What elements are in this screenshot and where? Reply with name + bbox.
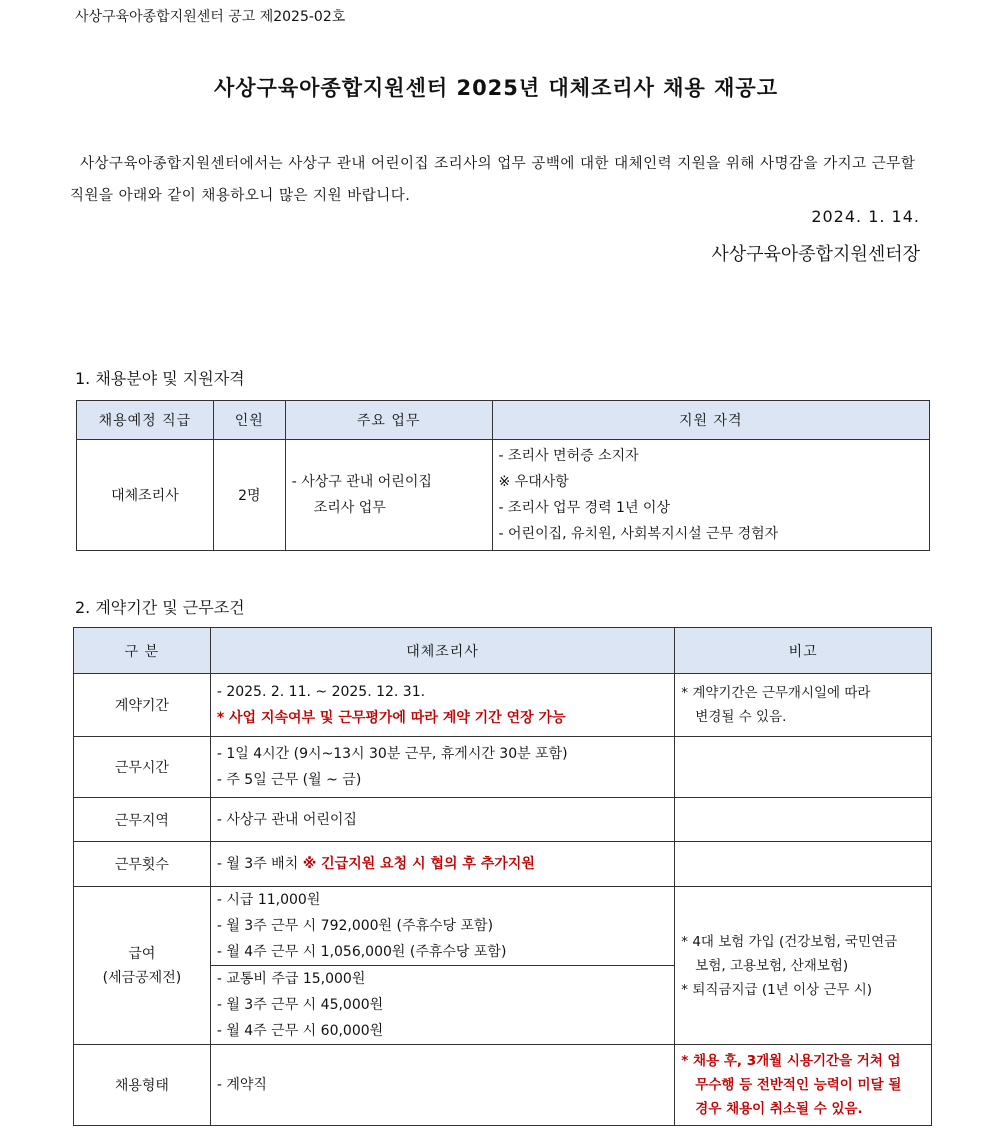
employment-cell: - 계약직 <box>210 1045 674 1126</box>
count-cell: 2명 <box>213 440 285 551</box>
qualification-line: ※ 우대사항 <box>498 474 569 490</box>
transport-line: - 월 4주 근무 시 60,000원 <box>216 1023 384 1039</box>
header-position: 채용예정 직급 <box>77 401 214 440</box>
header-substitute-cook: 대체조리사 <box>210 628 674 674</box>
transport-block <box>211 965 674 1044</box>
table-row <box>74 674 932 737</box>
remark-line: * 퇴직금지급 (1년 이상 근무 시) <box>681 981 873 998</box>
position-cell: 대체조리사 <box>77 440 214 551</box>
hours-label: 근무시간 <box>74 737 211 798</box>
duty-line: 조리사 업무 <box>313 500 386 516</box>
pay-label-line: (세금공제전) <box>102 969 182 986</box>
table-header-row <box>77 401 930 440</box>
signer: 사상구육아종합지원센터장 <box>711 244 920 265</box>
region-cell: - 사상구 관내 어린이집 <box>210 798 674 842</box>
table-row <box>74 842 932 887</box>
contract-line: - 2025. 2. 11. ~ 2025. 12. 31. <box>216 684 426 700</box>
contract-remark <box>675 674 932 737</box>
section1-heading: 1. 채용분야 및 지원자격 <box>75 369 245 388</box>
contract-extension-note: * 사업 지속여부 및 근무평가에 따라 계약 기간 연장 가능 <box>216 710 566 726</box>
recruitment-table <box>76 400 930 551</box>
frequency-urgent-note: ※ 긴급지원 요청 시 협의 후 추가지원 <box>302 856 535 872</box>
transport-line: - 교통비 주급 15,000원 <box>216 971 366 987</box>
table-row <box>74 737 932 798</box>
hours-line: - 1일 4시간 (9시~13시 30분 근무, 휴게시간 30분 포함) <box>216 746 568 762</box>
region-remark <box>675 798 932 842</box>
wage-line: - 월 3주 근무 시 792,000원 (주휴수당 포함) <box>216 918 494 934</box>
header-count: 인원 <box>213 401 285 440</box>
section2-heading: 2. 계약기간 및 근무조건 <box>75 598 245 617</box>
conditions-table <box>73 627 932 1126</box>
qualification-line: - 조리사 업무 경력 1년 이상 <box>498 500 670 516</box>
pay-label-line: 급여 <box>128 945 156 962</box>
contract-label: 계약기간 <box>74 674 211 737</box>
employment-label: 채용형태 <box>74 1045 211 1126</box>
notice-number: 사상구육아종합지원센터 공고 제2025-02호 <box>75 9 346 25</box>
remark-line: 변경될 수 있음. <box>695 709 787 725</box>
qualification-cell <box>492 440 929 551</box>
remark-line: 무수행 등 전반적인 능력이 미달 될 <box>695 1077 902 1093</box>
duty-cell <box>285 440 492 551</box>
page-title: 사상구육아종합지원센터 2025년 대체조리사 채용 재공고 <box>214 76 778 100</box>
pay-remark <box>675 887 932 1045</box>
frequency-cell <box>210 842 674 887</box>
wage-line: - 시급 11,000원 <box>216 892 321 908</box>
remark-line: * 계약기간은 근무개시일에 따라 <box>681 685 871 701</box>
frequency-remark <box>675 842 932 887</box>
wage-block <box>211 887 674 965</box>
notice-date: 2024. 1. 14. <box>811 207 920 226</box>
employment-remark <box>675 1045 932 1126</box>
duty-line: - 사상구 관내 어린이집 <box>291 474 432 490</box>
table-row <box>74 798 932 842</box>
hours-remark <box>675 737 932 798</box>
remark-line: 경우 채용이 취소될 수 있음. <box>695 1101 863 1117</box>
table-row <box>77 440 930 551</box>
pay-label <box>74 887 211 1045</box>
pay-cell <box>210 887 674 1045</box>
hours-cell <box>210 737 674 798</box>
region-label: 근무지역 <box>74 798 211 842</box>
contract-cell <box>210 674 674 737</box>
remark-line: 보험, 고용보험, 산재보험) <box>695 957 849 974</box>
wage-line: - 월 4주 근무 시 1,056,000원 (주휴수당 포함) <box>216 944 507 960</box>
transport-line: - 월 3주 근무 시 45,000원 <box>216 997 384 1013</box>
header-qualification: 지원 자격 <box>492 401 929 440</box>
table-row <box>74 887 932 1045</box>
table-header-row <box>74 628 932 674</box>
remark-line: * 채용 후, 3개월 시용기간을 거쳐 업 <box>681 1053 901 1069</box>
remark-line: * 4대 보험 가입 (건강보험, 국민연금 <box>681 933 898 950</box>
frequency-line: - 월 3주 배치 <box>216 856 303 872</box>
table-row <box>74 1045 932 1126</box>
header-category: 구 분 <box>74 628 211 674</box>
header-remarks: 비고 <box>675 628 932 674</box>
header-duty: 주요 업무 <box>285 401 492 440</box>
qualification-line: - 어린이집, 유치원, 사회복지시설 근무 경험자 <box>498 526 779 542</box>
frequency-label: 근무횟수 <box>74 842 211 887</box>
intro-paragraph: 사상구육아종합지원센터에서는 사상구 관내 어린이집 조리사의 업무 공백에 대한 대체인력 지원을 위해 사명감을 가지고 근무할 직원을 아래와 같이 채용하오니 많은 지원 바랍니다. <box>70 156 916 204</box>
qualification-line: - 조리사 면허증 소지자 <box>498 448 639 464</box>
hours-line: - 주 5일 근무 (월 ~ 금) <box>216 772 362 788</box>
